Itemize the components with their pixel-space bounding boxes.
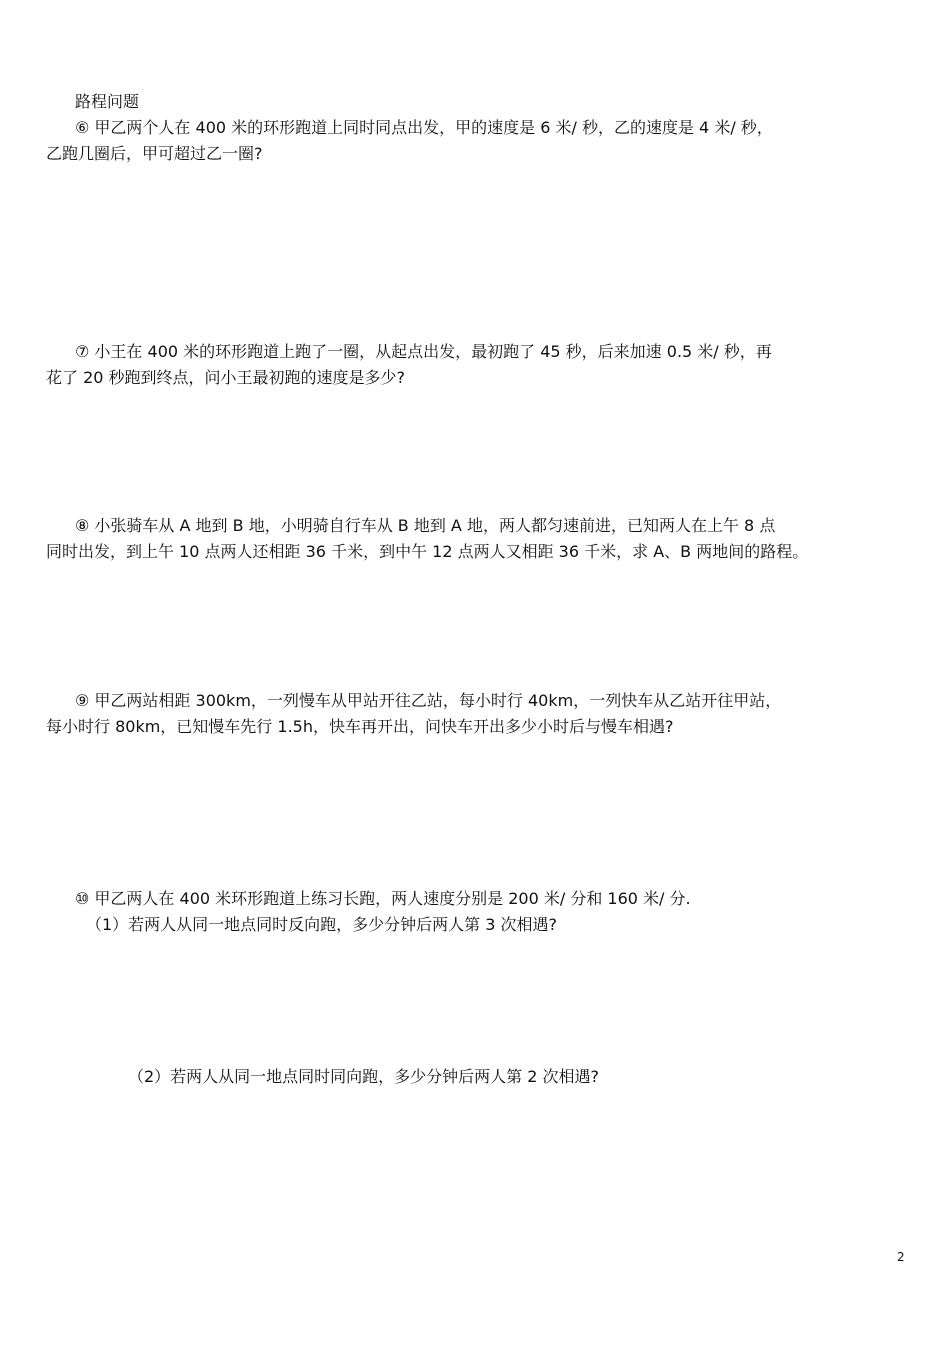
problem-10-line-1: ⑩ 甲乙两人在 400 米环形跑道上练习长跑，两人速度分别是 200 米/ 分和 160 米/ 分. xyxy=(75,889,691,908)
problem-7-line-1: ⑦ 小王在 400 米的环形跑道上跑了一圈，从起点出发，最初跑了 45 秒，后来加速 0.5 米/ 秒，再 xyxy=(75,342,772,361)
section-title: 路程问题 xyxy=(75,92,140,111)
problem-8-line-2: 同时出发，到上午 10 点两人还相距 36 千米，到中午 12 点两人又相距 36 千米，求 A、B 两地间的路程。 xyxy=(46,542,809,561)
problem-6-line-1: ⑥ 甲乙两个人在 400 米的环形跑道上同时同点出发，甲的速度是 6 米/ 秒，乙的速度是 4 米/ 秒， xyxy=(75,118,773,137)
problem-10-subquestion-2: （2）若两人从同一地点同时同向跑，多少分钟后两人第 2 次相遇? xyxy=(128,1067,600,1086)
problem-6-line-2: 乙跑几圈后，甲可超过乙一圈? xyxy=(46,144,263,163)
problem-10-subquestion-1: （1）若两人从同一地点同时反向跑，多少分钟后两人第 3 次相遇? xyxy=(86,915,558,934)
problem-9-line-2: 每小时行 80km，已知慢车先行 1.5h，快车再开出，问快车开出多少小时后与慢车相遇? xyxy=(46,717,674,736)
page-number: 2 xyxy=(897,1250,905,1264)
problem-9-line-1: ⑨ 甲乙两站相距 300km，一列慢车从甲站开往乙站，每小时行 40km，一列快车从乙站开往甲站， xyxy=(75,691,782,710)
problem-8-line-1: ⑧ 小张骑车从 A 地到 B 地，小明骑自行车从 B 地到 A 地，两人都匀速前进，已知两人在上午 8 点 xyxy=(75,516,776,535)
problem-7-line-2: 花了 20 秒跑到终点，问小王最初跑的速度是多少? xyxy=(46,368,406,387)
